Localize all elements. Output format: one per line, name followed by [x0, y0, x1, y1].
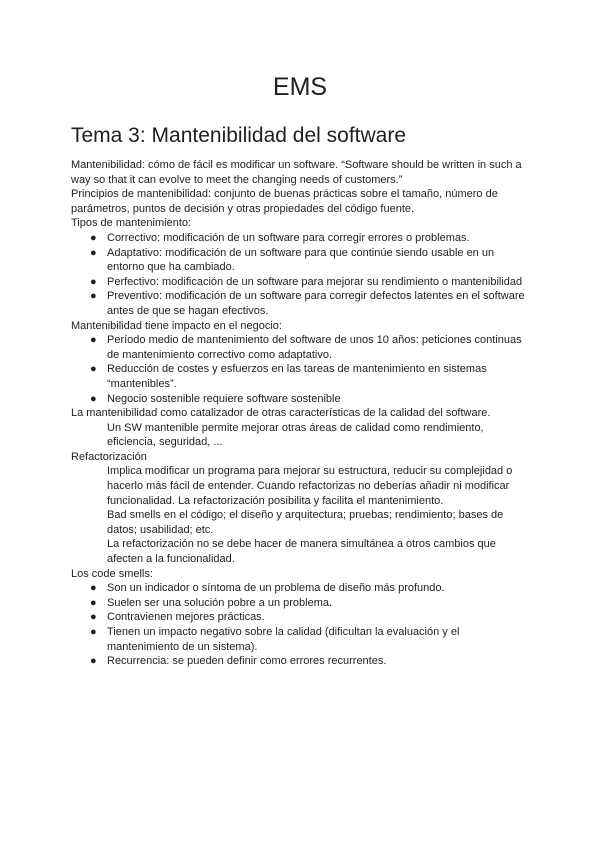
list-item — [71, 362, 531, 391]
list-item-text: Son un indicador o síntoma de un problema de diseño más profundo. — [107, 582, 445, 595]
paragraph-refactorizacion-3: La refactorización no se debe hacer de manera simultánea a otros cambios que afecten a la funcionalidad. — [107, 538, 496, 566]
list-code-smells — [71, 581, 531, 669]
bullet-icon: ● — [90, 231, 97, 244]
label-code-smells: Los code smells: — [71, 567, 153, 580]
label-tipos: Tipos de mantenimiento: — [71, 217, 192, 230]
list-item-text: Preventivo: modificación de un software para corregir defectos latentes en el software antes de que se hagan efectivos. — [107, 290, 525, 317]
list-item — [71, 289, 531, 318]
list-item-text: Reducción de costes y esfuerzos en las tareas de mantenimiento en sistemas “mantenibles”. — [107, 363, 487, 390]
bullet-icon: ● — [90, 290, 97, 303]
list-item — [71, 581, 531, 596]
bullet-icon: ● — [90, 626, 97, 638]
list-item — [71, 392, 531, 407]
paragraph-refactorizacion-1: Implica modificar un programa para mejorar su estructura, reducir su complejidad o hacerlo más fácil de entender. Cuando refactorizas no deberías añadir ni modificar funcionalidad. La refactorización posibilita y facilita el mantenimiento. — [107, 465, 513, 507]
list-item-text: Negocio sostenible requiere software sostenible — [107, 392, 341, 405]
paragraph-principios: Principios de mantenibilidad: conjunto de buenas prácticas sobre el tamaño, número de parámetros, puntos de decisión y otras propiedades del código fuente. — [71, 188, 498, 215]
document-body — [71, 158, 531, 669]
bullet-icon: ● — [90, 334, 97, 347]
list-item — [71, 610, 531, 625]
list-item-text: Correctivo: modificación de un software para corregir errores o problemas. — [107, 231, 470, 244]
list-item-text: Recurrencia: se pueden definir como errores recurrentes. — [107, 655, 387, 668]
list-item — [71, 654, 531, 669]
label-impacto: Mantenibilidad tiene impacto en el negocio: — [71, 319, 282, 332]
list-item — [71, 625, 531, 654]
paragraph-mantenibilidad: Mantenibilidad: cómo de fácil es modificar un software. “Software should be written in such a way so that it can evolve to meet the changing needs of customers.” — [71, 159, 522, 186]
list-item-text: Tienen un impacto negativo sobre la calidad (dificultan la evaluación y el mantenimiento de un sistema). — [107, 626, 460, 653]
list-item — [71, 231, 531, 246]
label-refactorizacion: Refactorización — [71, 450, 147, 463]
list-item — [71, 275, 531, 290]
list-item — [71, 333, 531, 362]
list-item-text: Período medio de mantenimiento del software de unos 10 años: peticiones continuas de mantenimiento correctivo como adaptativo. — [107, 334, 522, 361]
paragraph-refactorizacion-2: Bad smells en el código; el diseño y arquitectura; pruebas; rendimiento; bases de datos; usabilidad; etc. — [107, 509, 504, 536]
list-tipos — [71, 231, 531, 319]
label-catalizador: La mantenibilidad como catalizador de otras características de la calidad del software. — [71, 407, 491, 420]
list-item-text: Suelen ser una solución pobre a un problema. — [107, 596, 333, 609]
list-item-text: Perfectivo: modificación de un software para mejorar su rendimiento o mantenibilidad — [107, 275, 523, 288]
bullet-icon: ● — [90, 655, 97, 668]
bullet-icon: ● — [90, 275, 97, 288]
document-title: EMS — [272, 73, 328, 101]
bullet-icon: ● — [90, 246, 97, 259]
list-impacto — [71, 333, 531, 406]
section-heading: Tema 3: Mantenibilidad del software — [71, 124, 407, 147]
list-item-text: Contravienen mejores prácticas. — [107, 611, 265, 624]
bullet-icon: ● — [90, 582, 97, 595]
paragraph-catalizador: Un SW mantenible permite mejorar otras áreas de calidad como rendimiento, eficiencia, seguridad, ... — [107, 421, 484, 449]
list-item-text: Adaptativo: modificación de un software para que continúe siendo usable en un entorno que ha cambiado. — [107, 246, 495, 274]
bullet-icon: ● — [90, 363, 97, 376]
bullet-icon: ● — [90, 596, 97, 609]
bullet-icon: ● — [90, 611, 97, 624]
list-item — [71, 596, 531, 611]
bullet-icon: ● — [90, 392, 97, 405]
list-item — [71, 246, 531, 275]
